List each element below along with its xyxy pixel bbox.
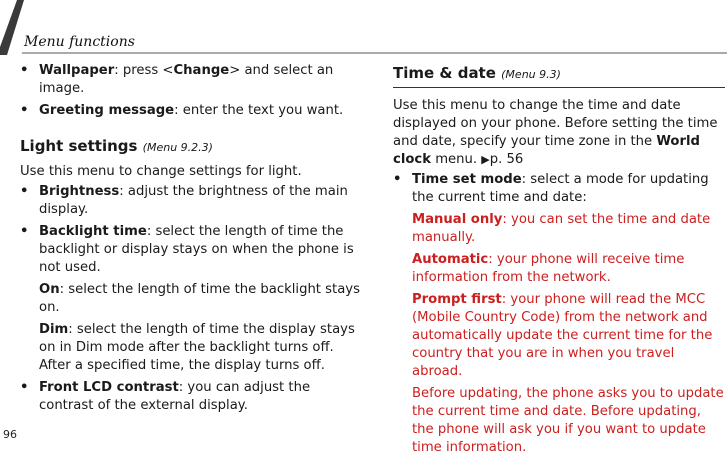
header-bar [0,0,727,55]
sub-item-on: On: select the length of time the backlight stays on. [39,282,360,315]
list-item-greeting: • Greeting message: enter the text you want. [20,103,344,118]
right-column [393,63,725,457]
left-column [20,62,360,415]
triangle-right-icon: ▶ [481,153,490,166]
list-item-backlight-time: • Backlight time: select the length of time the backlight or display stays on when the phone is not used. [20,224,354,275]
page-header-title: Menu functions [24,34,135,50]
page-number: 96 [3,428,17,441]
section-title-light-settings: Light settings (Menu 9.2.3) [20,137,213,155]
list-item-time-set-mode: • Time set mode: select a mode for updating the current time and date: [393,172,709,205]
list-item-front-lcd-contrast: • Front LCD contrast: you can adjust the contrast of the external display. [20,380,311,413]
light-settings-intro: Use this menu to change settings for light. [20,164,302,179]
sub-item-dim: Dim: select the length of time the display stays on in Dim mode after the backlight turns off. After a specified time, the display turns off. [39,322,355,373]
sub-item-note: Before updating, the phone asks you to update the current time and date. Before updating, the phone will ask you if you want to update time information. [412,386,724,455]
time-date-intro: Use this menu to change the time and date displayed on your phone. Before setting the time and date, specify your time zone in the World clock menu. ▶p. 56 [393,98,718,167]
sub-item-prompt-first: Prompt first: your phone will read the MCC (Mobile Country Code) from the network and automatically update the current time for the country that you are in when you travel abroad. [412,292,713,379]
list-item-wallpaper: • Wallpaper: press <Change> and select an image. [20,63,334,96]
sub-item-automatic: Automatic: your phone will receive time information from the network. [412,252,685,285]
section-title-time-date: Time & date (Menu 9.3) [393,63,725,88]
sub-item-manual-only: Manual only: you can set the time and date manually. [412,212,711,245]
list-item-brightness: • Brightness: adjust the brightness of the main display. [20,184,348,217]
